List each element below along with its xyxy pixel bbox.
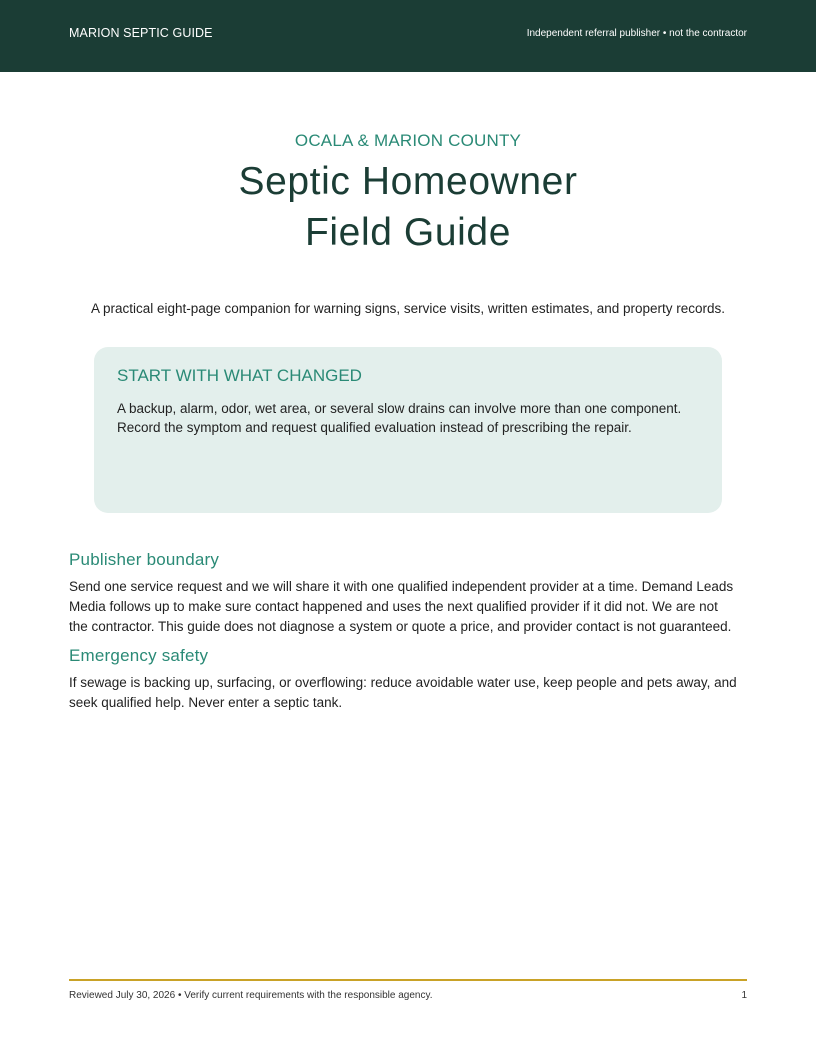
callout-text (117, 399, 707, 437)
page-number: 1 (741, 990, 747, 1001)
section-body-emergency-safety (69, 673, 749, 713)
callout-line: A backup, alarm, odor, wet area, or several slow drains can involve more than one component. (117, 401, 682, 416)
page-title (0, 156, 816, 258)
header-note: Independent referral publisher • not the contractor (526, 28, 747, 39)
section-heading-publisher-boundary: Publisher boundary (69, 550, 220, 569)
page-subtitle: A practical eight-page companion for warning signs, service visits, written estimates, and property records. (90, 301, 726, 316)
page-kicker: OCALA & MARION COUNTY (294, 131, 522, 150)
section-line: If sewage is backing up, surfacing, or overflowing: reduce avoidable water use, keep people and pets away, and (69, 675, 737, 690)
brand-name: MARION SEPTIC GUIDE (69, 26, 213, 40)
footer-review-note: Reviewed July 30, 2026 • Verify current requirements with the responsible agency. (69, 990, 433, 1001)
callout-box (94, 347, 722, 513)
footer-divider (69, 979, 747, 981)
section-line: the contractor. This guide does not diagnose a system or quote a price, and provider contact is not guaranteed. (69, 619, 732, 634)
callout-line: Record the symptom and request qualified evaluation instead of prescribing the repair. (117, 420, 632, 435)
section-line: Media follows up to make sure contact happened and uses the next qualified provider if it did not. We are not (69, 599, 718, 614)
page-title-line: Septic Homeowner (238, 160, 578, 203)
section-line: Send one service request and we will share it with one qualified independent provider at a time. Demand Leads (69, 579, 734, 594)
section-body-publisher-boundary (69, 577, 749, 637)
callout-title: START WITH WHAT CHANGED (117, 366, 362, 385)
header-bar (0, 0, 816, 72)
section-heading-emergency-safety: Emergency safety (69, 646, 209, 665)
page-title-line: Field Guide (304, 211, 512, 254)
section-line: seek qualified help. Never enter a septic tank. (69, 695, 343, 710)
